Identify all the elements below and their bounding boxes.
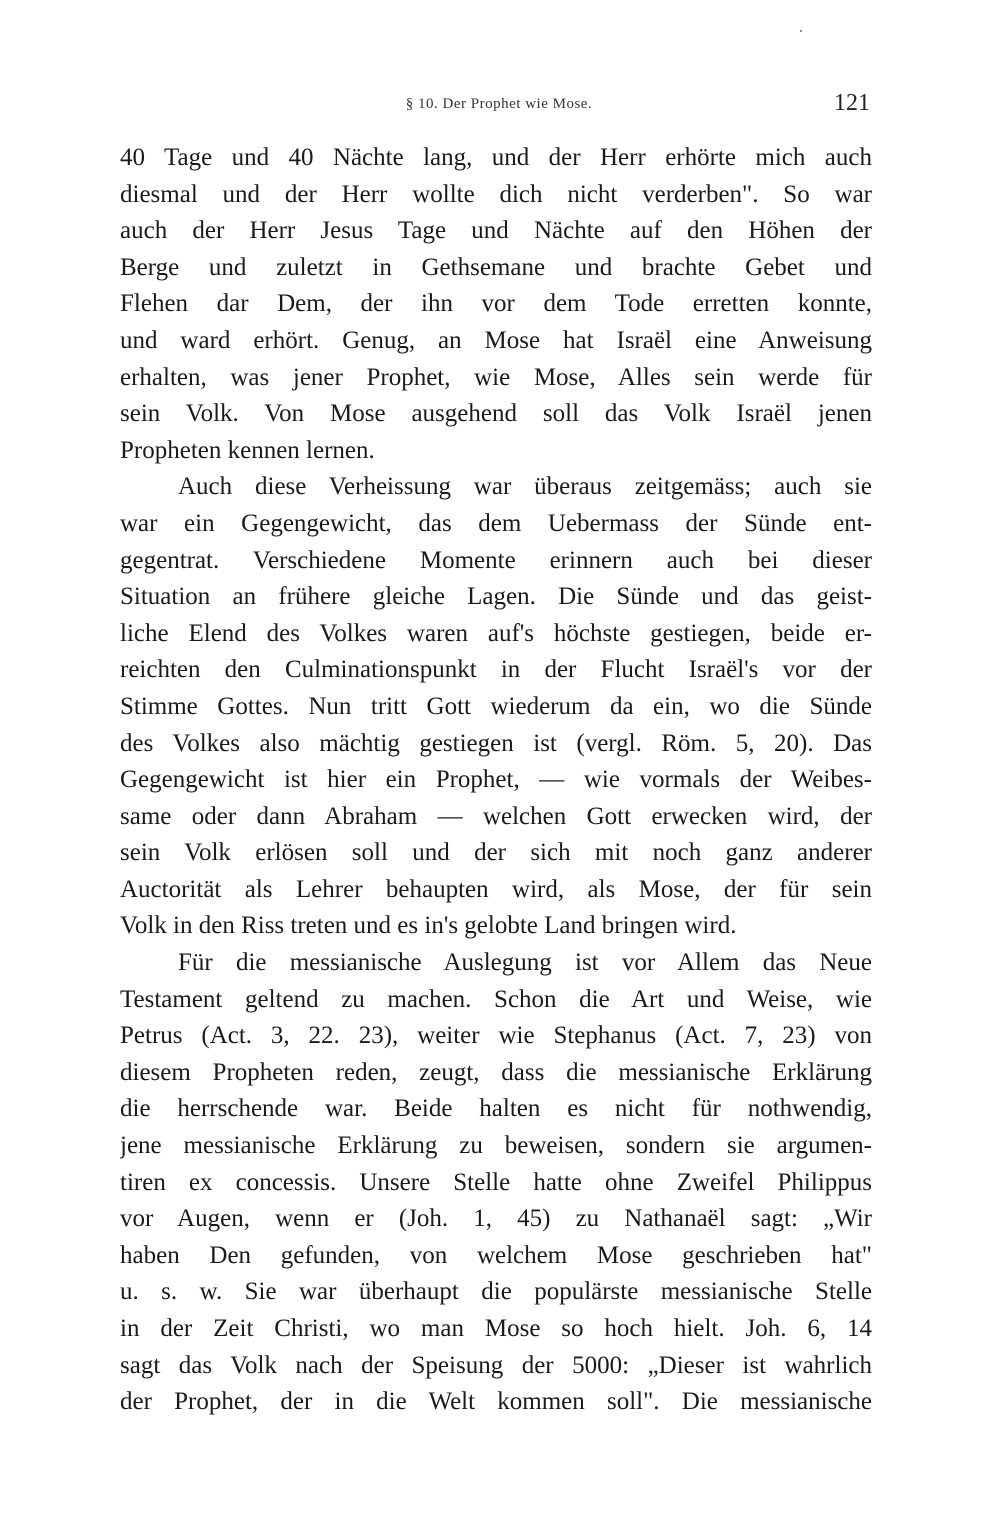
running-header xyxy=(120,92,878,118)
paragraph-start-line: Auch diese Verheissung war überaus zeitgemäss; auch sie xyxy=(178,473,872,501)
text-line: erhalten, was jener Prophet, wie Mose, Alles sein werde für xyxy=(120,363,872,391)
text-line: sein Volk. Von Mose ausgehend soll das Volk Israël jenen xyxy=(120,400,872,428)
page-number: 121 xyxy=(834,90,870,116)
paper-speck xyxy=(800,30,802,32)
text-line: sagt das Volk nach der Speisung der 5000: „Dieser ist wahrlich xyxy=(120,1351,872,1379)
body-text xyxy=(120,140,872,1421)
text-line: und ward erhört. Genug, an Mose hat Israël eine Anweisung xyxy=(120,326,872,354)
text-line: Flehen dar Dem, der ihn vor dem Tode erretten konnte, xyxy=(120,290,872,318)
text-line: 40 Tage und 40 Nächte lang, und der Herr erhörte mich auch xyxy=(120,144,872,171)
text-line: gegentrat. Verschiedene Momente erinnern auch bei dieser xyxy=(120,546,872,574)
text-line: auch der Herr Jesus Tage und Nächte auf den Höhen der xyxy=(120,217,872,245)
text-line: der Prophet, der in die Welt kommen soll". Die messianische xyxy=(120,1388,872,1416)
text-line: jene messianische Erklärung zu beweisen, sondern sie argumen- xyxy=(120,1132,872,1160)
text-line: Berge und zuletzt in Gethsemane und brachte Gebet und xyxy=(120,253,872,281)
text-line: Gegengewicht ist hier ein Prophet, — wie vormals der Weibes- xyxy=(120,766,872,794)
text-line: Testament geltend zu machen. Schon die Art und Weise, wie xyxy=(120,985,872,1013)
text-line: die herrschende war. Beide halten es nicht für nothwendig, xyxy=(120,1095,872,1123)
text-line: liche Elend des Volkes waren auf's höchste gestiegen, beide er- xyxy=(120,619,872,647)
text-line: u. s. w. Sie war überhaupt die populärste messianische Stelle xyxy=(120,1278,872,1306)
paragraph-end-line: Volk in den Riss treten und es in's gelobte Land bringen wird. xyxy=(120,912,737,940)
text-line: des Volkes also mächtig gestiegen ist (vergl. Röm. 5, 20). Das xyxy=(120,729,872,757)
text-line: Stimme Gottes. Nun tritt Gott wiederum da ein, wo die Sünde xyxy=(120,692,872,720)
text-line: same oder dann Abraham — welchen Gott erwecken wird, der xyxy=(120,802,872,830)
text-line: reichten den Culminationspunkt in der Flucht Israël's vor der xyxy=(120,656,872,684)
text-line: diesem Propheten reden, zeugt, dass die messianische Erklärung xyxy=(120,1058,872,1086)
paragraph-end-line: Propheten kennen lernen. xyxy=(120,436,375,464)
text-line: haben Den gefunden, von welchem Mose geschrieben hat" xyxy=(120,1241,872,1269)
section-title: § 10. Der Prophet wie Mose. xyxy=(405,96,593,112)
text-line: tiren ex concessis. Unsere Stelle hatte ohne Zweifel Philippus xyxy=(120,1168,872,1196)
text-line: Situation an frühere gleiche Lagen. Die Sünde und das geist- xyxy=(120,583,872,611)
text-line: in der Zeit Christi, wo man Mose so hoch hielt. Joh. 6, 14 xyxy=(120,1315,872,1342)
text-line: diesmal und der Herr wollte dich nicht verderben". So war xyxy=(120,180,872,208)
paragraph-start-line: Für die messianische Auslegung ist vor Allem das Neue xyxy=(178,949,872,977)
text-line: vor Augen, wenn er (Joh. 1, 45) zu Nathanaël sagt: „Wir xyxy=(120,1205,872,1233)
text-line: sein Volk erlösen soll und der sich mit noch ganz anderer xyxy=(120,839,872,867)
text-line: Petrus (Act. 3, 22. 23), weiter wie Stephanus (Act. 7, 23) von xyxy=(120,1022,872,1050)
text-line: war ein Gegengewicht, das dem Uebermass der Sünde ent- xyxy=(120,509,872,537)
text-line: Auctorität als Lehrer behaupten wird, als Mose, der für sein xyxy=(120,875,872,903)
